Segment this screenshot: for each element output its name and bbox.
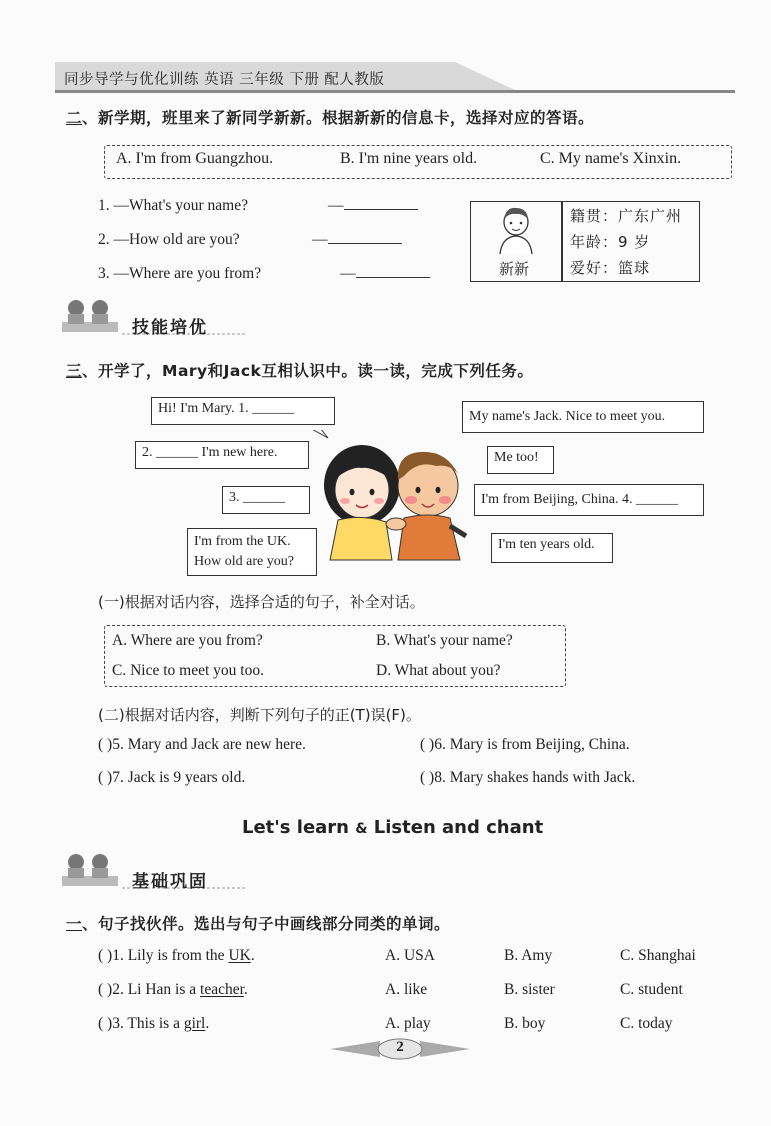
section1-item-1-a: A. USA [385,947,435,964]
bubble-1: Hi! I'm Mary. 1. ______ [151,397,335,425]
part1-title: (一)根据对话内容，选择合适的句子，补全对话。 [98,593,425,611]
lesson-title: Let's learn & Listen and chant [242,817,544,838]
bubble-5: My name's Jack. Nice to meet you. [462,401,704,433]
bubble-4: I'm from the UK. How old are you? [187,528,317,576]
section1-item-1-c: C. Shanghai [620,947,696,964]
info-card-divider [561,201,563,282]
bubble-2: 2. ______ I'm new here. [135,441,309,469]
section1-item-2-a: A. like [385,981,428,998]
section2-q3: 3. —Where are you from? [98,265,262,282]
info-card-hometown: 籍贯：广东广州 [570,207,683,225]
section1-item-3-b: B. boy [504,1015,546,1032]
boy-avatar-icon [494,204,538,256]
section1-item-3-a: A. play [385,1015,431,1032]
section2-title: 二、新学期，班里来了新同学新新。根据新新的信息卡，选择对应的答语。 [66,109,595,127]
bubble-6: Me too! [487,446,554,474]
page-number: 2 [396,1039,404,1055]
section1-title: 一、句子找伙伴。选出与句子中画线部分同类的单词。 [66,915,451,933]
skill-badge-label: 技能培优 [132,318,208,338]
info-card-hobby: 爱好：篮球 [570,259,651,277]
part2-title: (二)根据对话内容，判断下列句子的正(T)误(F)。 [98,706,421,724]
section2-q1: 1. —What's your name? [98,197,248,214]
section1-item-2-c: C. student [620,981,683,998]
section2-q2: 2. —How old are you? [98,231,240,248]
children-illustration [300,430,480,570]
info-card-name: 新新 [499,260,530,278]
judgment-8[interactable]: ( )8. Mary shakes hands with Jack. [420,769,636,786]
section1-item-2[interactable]: ( )2. Li Han is a teacher. [98,981,248,998]
part1-option-a: A. Where are you from? [112,632,263,649]
judgment-5[interactable]: ( )5. Mary and Jack are new here. [98,736,306,753]
section2-q1-answer[interactable]: — [328,197,418,215]
basic-badge-label: 基础巩固 [132,872,208,892]
section1-item-2-b: B. sister [504,981,555,998]
section1-item-1-b: B. Amy [504,947,553,964]
bubble-3: 3. ______ [222,486,310,514]
bubble-8: I'm ten years old. [491,533,613,563]
part1-option-c: C. Nice to meet you too. [112,662,264,679]
section1-item-3[interactable]: ( )3. This is a girl. [98,1015,210,1032]
bubble-7: I'm from Beijing, China. 4. ______ [474,484,704,516]
section1-item-3-c: C. today [620,1015,673,1032]
section1-item-1[interactable]: ( )1. Lily is from the UK. [98,947,255,964]
section2-option-b: B. I'm nine years old. [340,150,478,167]
info-card-age: 年龄：9 岁 [570,233,651,251]
section2-option-a: A. I'm from Guangzhou. [116,150,274,167]
part1-option-d: D. What about you? [376,662,501,679]
part1-option-b: B. What's your name? [376,632,513,649]
section3-title: 三、开学了，Mary和Jack互相认识中。读一读，完成下列任务。 [66,362,534,380]
judgment-6[interactable]: ( )6. Mary is from Beijing, China. [420,736,630,753]
header-text: 同步导学与优化训练 英语 三年级 下册 配人教版 [64,72,385,88]
section2-q2-answer[interactable]: — [312,231,402,249]
section2-option-c: C. My name's Xinxin. [540,150,682,167]
section2-q3-answer[interactable]: — [340,265,430,283]
judgment-7[interactable]: ( )7. Jack is 9 years old. [98,769,246,786]
